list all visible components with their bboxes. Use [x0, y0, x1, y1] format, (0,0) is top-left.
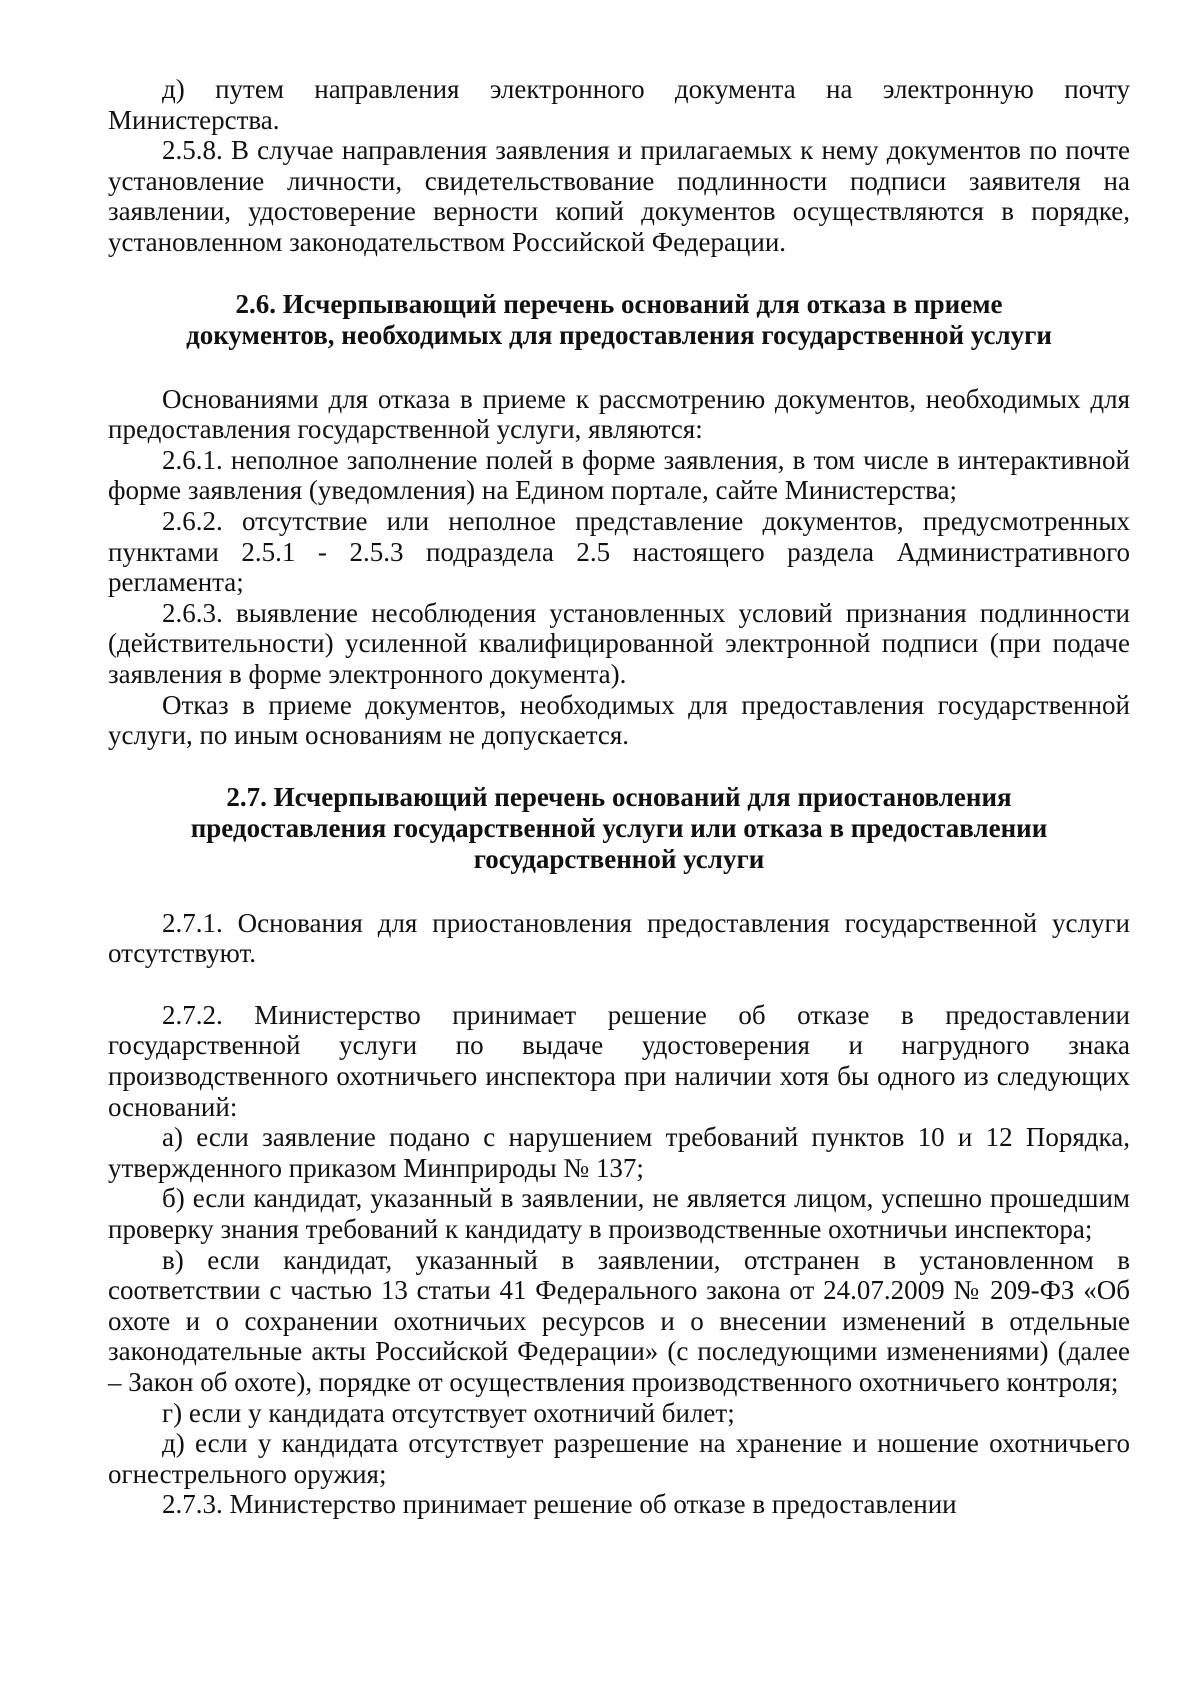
- spacer: [108, 969, 1130, 1000]
- section-2-6-heading-line2: документов, необходимых для предоставления государственной услуги: [186, 319, 1052, 350]
- list-item-a: а) если заявление подано с нарушением требований пунктов 10 и 12 Порядка, утвержденного приказом Минприроды № 137;: [108, 1122, 1130, 1183]
- paragraph-top-1: д) путем направления электронного документа на электронную почту Министерства.: [108, 74, 1130, 135]
- section-2-7-heading-line2: предоставления государственной услуги или отказа в предоставлении: [190, 812, 1048, 843]
- paragraph-2-7-3: 2.7.3. Министерство принимает решение об отказе в предоставлении: [162, 1489, 957, 1520]
- spacer: [108, 751, 1130, 782]
- section-2-6-heading: [108, 289, 1130, 351]
- section-2-7-heading-line3: государственной услуги: [473, 843, 765, 874]
- spacer: [108, 258, 1130, 289]
- section-2-7-heading: [108, 782, 1130, 875]
- list-item-d: д) если у кандидата отсутствует разрешение на хранение и ношение охотничьего огнестрельного оружия;: [108, 1428, 1130, 1489]
- paragraph-2-6-intro: Основаниями для отказа в приеме к рассмотрению документов, необходимых для предоставления государственной услуги, являются:: [108, 383, 1130, 445]
- spacer: [108, 351, 1130, 384]
- paragraph-2-6-2: 2.6.2. отсутствие или неполное представление документов, предусмотренных пунктами 2.5.1 - 2.5.3 подраздела 2.5 настоящего раздела Административного регламента;: [108, 505, 1130, 598]
- document-body: [108, 74, 1130, 1520]
- paragraph-2-7-1: 2.7.1. Основания для приостановления предоставления государственной услуги отсутствуют.: [108, 907, 1130, 969]
- list-item-b: б) если кандидат, указанный в заявлении, не является лицом, успешно прошедшим проверку знания требований к кандидату в производственные охотничьи инспектора;: [108, 1183, 1130, 1245]
- list-item-g: г) если у кандидата отсутствует охотничий билет;: [162, 1397, 735, 1428]
- section-2-6-heading-line1: 2.6. Исчерпывающий перечень оснований для отказа в приеме: [235, 288, 1003, 319]
- paragraph-2-7-2: 2.7.2. Министерство принимает решение об отказе в предоставлении государственной услуги по выдаче удостоверения и нагрудного знака производственного охотничьего инспектора при наличии хотя бы одного из следующих оснований:: [108, 999, 1130, 1122]
- section-2-7-heading-line1: 2.7. Исчерпывающий перечень оснований для приостановления: [226, 781, 1012, 812]
- paragraph-2-6-refusal: Отказ в приеме документов, необходимых для предоставления государственной услуги, по иным основаниям не допускается.: [108, 689, 1130, 751]
- spacer: [108, 875, 1130, 908]
- list-item-v: в) если кандидат, указанный в заявлении, отстранен в установленном в соответствии с частью 13 статьи 41 Федерального закона от 24.07.2009 № 209-ФЗ «Об охоте и о сохранении охотничьих ресурсов и о внесении изменений в отдельные законодательные акты Российской Федерации» (с последующими изменениями) (далее – Закон об охоте), порядке от осуществления производственного охотничьего контроля;: [108, 1244, 1130, 1397]
- paragraph-2-6-3: 2.6.3. выявление несоблюдения установленных условий признания подлинности (действительности) усиленной квалифицированной электронной подписи (при подаче заявления в форме электронного документа).: [108, 597, 1130, 689]
- paragraph-2-6-1: 2.6.1. неполное заполнение полей в форме заявления, в том числе в интерактивной форме заявления (уведомления) на Едином портале, сайте Министерства;: [108, 444, 1130, 506]
- paragraph-2-5-8: 2.5.8. В случае направления заявления и прилагаемых к нему документов по почте установление личности, свидетельствование подлинности подписи заявителя на заявлении, удостоверение верности копий документов осуществляются в порядке, установленном законодательством Российской Федерации.: [108, 135, 1130, 257]
